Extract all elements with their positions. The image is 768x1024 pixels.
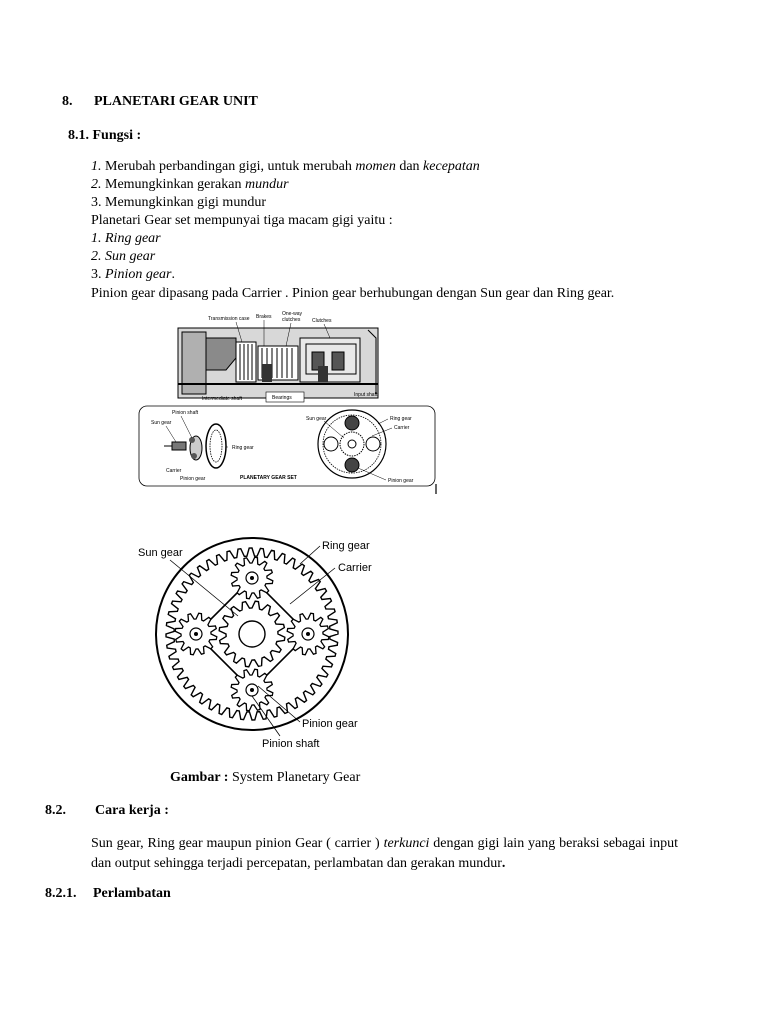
list-intro: Planetari Gear set mempunyai tiga macam gigi yaitu : — [91, 213, 393, 228]
label-sun-gear-left: Sun gear — [151, 420, 172, 426]
section-title: Perlambatan — [93, 886, 171, 901]
section-number: 8.2.1. — [45, 886, 77, 901]
figure-caption: Gambar : System Planetary Gear — [170, 770, 361, 785]
section-number: 8.2. — [45, 803, 66, 818]
planetary-gear-drawing — [156, 538, 348, 730]
label-pinion-shaft: Pinion shaft — [262, 738, 320, 750]
transmission-figure — [136, 308, 442, 498]
gear-item: 3. Pinion gear. — [91, 267, 175, 282]
gear-item: 2. Sun gear — [91, 249, 156, 264]
pinion-shaft-center-1 — [250, 576, 254, 580]
label-pinion-gear-right: Pinion gear — [388, 478, 414, 484]
label-carrier-right: Carrier — [394, 425, 410, 431]
section-title: Cara kerja : — [95, 803, 169, 818]
label-ring-gear-left: Ring gear — [232, 445, 254, 451]
small-planetary-gear — [318, 410, 386, 478]
label-ring-gear-right: Ring gear — [390, 416, 412, 422]
label-clutches: Clutches — [312, 318, 332, 324]
transmission-cross-section — [178, 328, 378, 398]
list-item: 2. Memungkinkan gerakan mundur — [91, 177, 289, 192]
cara-kerja-paragraph: Sun gear, Ring gear maupun pinion Gear ( carrier ) terkunci dengan gigi lain yang beraksi sebagai input dan output sehingga terjadi percepatan, perlambatan dan gerakan mundur. — [91, 836, 678, 871]
planetary-gear-figure — [130, 534, 390, 754]
label-carrier: Carrier — [338, 562, 372, 574]
subsection-heading: 8.1. Fungsi : — [68, 128, 142, 143]
label-pinion-shaft: Pinion shaft — [172, 410, 199, 416]
pinion-shaft-center-3 — [250, 688, 254, 692]
label-ring-gear: Ring gear — [322, 540, 370, 552]
pinion-shaft-center-4 — [194, 632, 198, 636]
pinion-note: Pinion gear dipasang pada Carrier . Pinion gear berhubungan dengan Sun gear dan Ring gear. — [91, 286, 615, 301]
label-bearings: Bearings — [272, 395, 292, 401]
list-item: 1. Merubah perbandingan gigi, untuk merubah momen dan kecepatan — [91, 159, 480, 174]
list-item: 3. Memungkinkan gigi mundur — [91, 195, 266, 210]
label-intermediate-shaft: Intermediate shaft — [202, 396, 243, 402]
pinion-shaft-center-2 — [306, 632, 310, 636]
label-sun-gear-right: Sun gear — [306, 416, 327, 422]
label-one-way: One-way — [282, 311, 303, 317]
label-transmission-case: Transmission case — [208, 316, 250, 322]
label-planetary-gear-set: PLANETARY GEAR SET — [240, 475, 297, 481]
section-title: PLANETARI GEAR UNIT — [94, 94, 258, 109]
label-pinion-gear-left: Pinion gear — [180, 476, 206, 482]
gear-item: 1. Ring gear — [91, 231, 161, 246]
label-clutches-small: clutches — [282, 317, 301, 323]
label-input-shaft: Input shaft — [354, 392, 378, 398]
label-brakes: Brakes — [256, 314, 272, 320]
label-sun-gear: Sun gear — [138, 547, 183, 559]
label-pinion-gear: Pinion gear — [302, 718, 358, 730]
label-carrier-left: Carrier — [166, 468, 182, 474]
sun-gear-hole — [239, 621, 265, 647]
section-number: 8. — [62, 94, 73, 109]
